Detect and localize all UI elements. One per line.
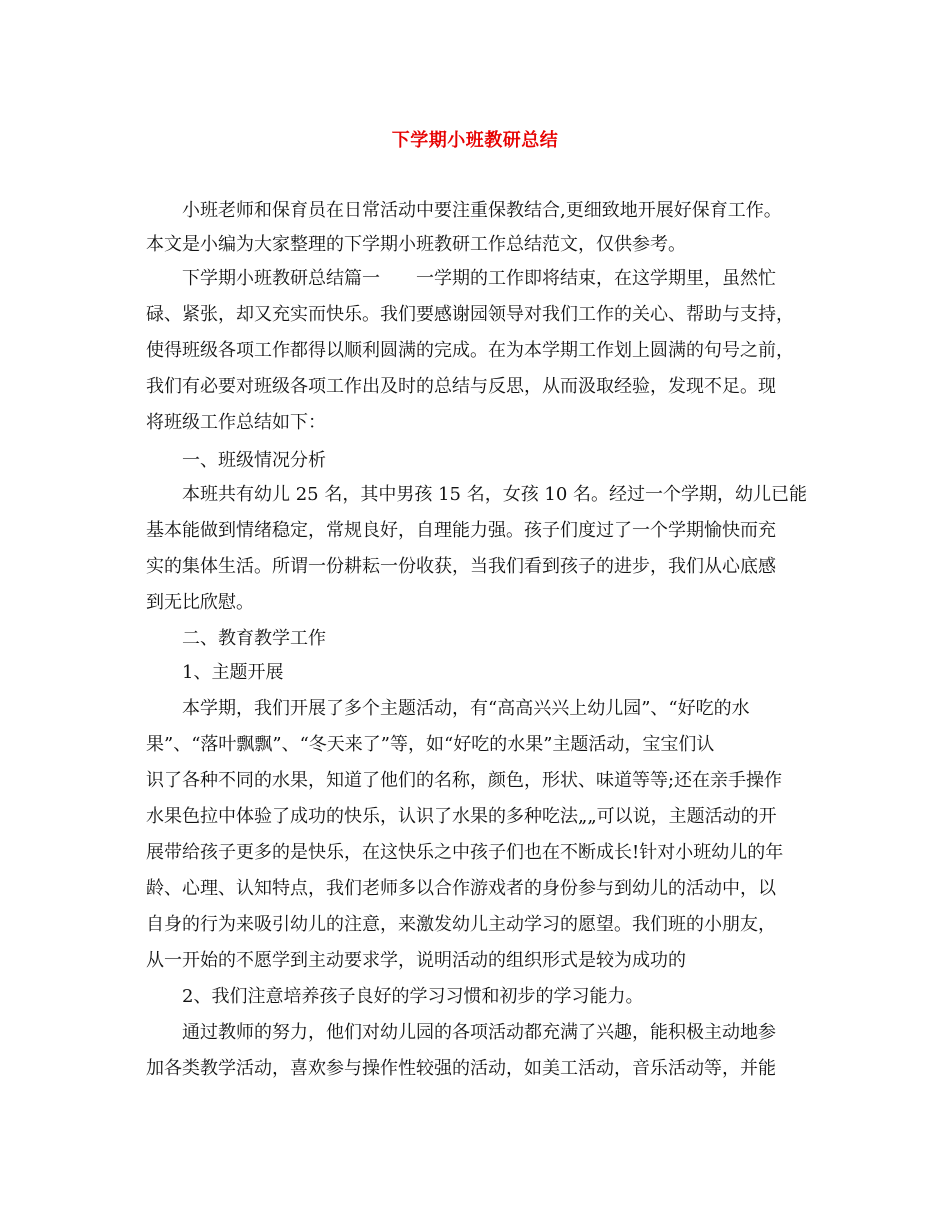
paragraph-line: 下学期小班教研总结篇一 一学期的工作即将结束，在这学期里，虽然忙: [182, 268, 776, 289]
paragraph-line: 我们有必要对班级各项工作出及时的总结与反思，从而汲取经验，发现不足。现: [146, 376, 776, 397]
paragraph-line: 龄、心理、认知特点，我们老师多以合作游戏者的身份参与到幼儿的活动中，以: [146, 878, 776, 899]
paragraph-line: 水果色拉中体验了成功的快乐，认识了水果的多种吃法„„可以说，主题活动的开: [146, 806, 777, 827]
section-heading: 二、教育教学工作: [182, 628, 326, 649]
paragraph-line: 将班级工作总结如下：: [146, 412, 326, 433]
paragraph-line: 基本能做到情绪稳定，常规良好，自理能力强。孩子们度过了一个学期愉快而充: [146, 520, 776, 541]
paragraph-line: 碌、紧张，却又充实而快乐。我们要感谢园领导对我们工作的关心、帮助与支持，: [146, 304, 794, 325]
paragraph-line: 本班共有幼儿 25 名，其中男孩 15 名，女孩 10 名。经过一个学期，幼儿已能: [182, 484, 808, 505]
paragraph-line: 本学期，我们开展了多个主题活动，有“高高兴兴上幼儿园”、“好吃的水: [182, 698, 750, 719]
subsection-heading: 2、我们注意培养孩子良好的学习习惯和初步的学习能力。: [182, 986, 644, 1007]
paragraph-line: 展带给孩子更多的是快乐，在这快乐之中孩子们也在不断成长!针对小班幼儿的年: [146, 842, 784, 863]
paragraph-line: 小班老师和保育员在日常活动中要注重保教结合,更细致地开展好保育工作。: [182, 200, 782, 221]
paragraph-line: 加各类教学活动，喜欢参与操作性较强的活动，如美工活动，音乐活动等，并能: [146, 1058, 776, 1079]
paragraph-line: 自身的行为来吸引幼儿的注意，来激发幼儿主动学习的愿望。我们班的小朋友，: [146, 914, 776, 935]
section-heading: 一、班级情况分析: [182, 450, 326, 471]
paragraph-line: 到无比欣慰。: [146, 592, 254, 613]
paragraph-line: 识了各种不同的水果，知道了他们的名称，颜色，形状、味道等等;还在亲手操作: [146, 770, 783, 791]
paragraph-line: 本文是小编为大家整理的下学期小班教研工作总结范文，仅供参考。: [146, 234, 686, 255]
subsection-heading: 1、主题开展: [182, 662, 284, 683]
paragraph-line: 实的集体生活。所谓一份耕耘一份收获，当我们看到孩子的进步，我们从心底感: [146, 556, 776, 577]
paragraph-line: 果”、“落叶飘飘”、“冬天来了”等，如“好吃的水果”主题活动，宝宝们认: [146, 734, 715, 755]
paragraph-line: 使得班级各项工作都得以顺利圆满的完成。在为本学期工作划上圆满的句号之前，: [146, 340, 794, 361]
paragraph-line: 通过教师的努力，他们对幼儿园的各项活动都充满了兴趣，能积极主动地参: [182, 1022, 776, 1043]
paragraph-line: 从一开始的不愿学到主动要求学，说明活动的组织形式是较为成功的: [146, 950, 686, 971]
document-title: 下学期小班教研总结: [391, 130, 559, 151]
